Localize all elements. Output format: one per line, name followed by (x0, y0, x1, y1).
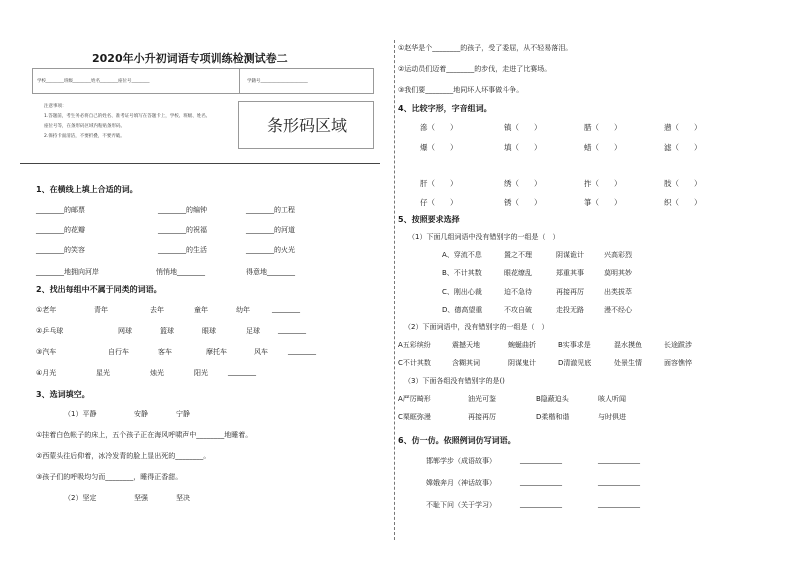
s3-word-choice: 坚强 (134, 494, 148, 502)
s3-word-choice: （2）坚定 (64, 494, 97, 502)
s1-item: ________地拥向河岸 (36, 268, 99, 276)
s5-option: 置之不理 (504, 251, 532, 259)
s6-answer-blank[interactable]: ____________ (598, 478, 640, 486)
s6-example: 不耻下问（关于学习） (426, 501, 496, 509)
s1-item: 得意地________ (246, 268, 295, 276)
section-6-heading: 6、仿一仿。依照例词仿写词语。 (398, 436, 516, 445)
s5-option: 与时俱进 (598, 413, 626, 421)
section-3-heading: 3、选词填空。 (36, 390, 90, 399)
s5-question: （3）下面各组没有错别字的是() (404, 377, 505, 385)
s5-option: 阴谋诡计 (556, 251, 584, 259)
s5-option: C不计其数 (398, 359, 431, 367)
student-info-box (32, 68, 374, 94)
s2-word: ④月光 (36, 369, 57, 377)
notes-line-2: 座位号等，在条形码区域内粘贴条形码。 (44, 124, 125, 129)
info-divider (239, 69, 240, 93)
s1-item: ________的生活 (158, 246, 207, 254)
s5-option: C栗眶弥漫 (398, 413, 431, 421)
s2-word: ②乒乓球 (36, 327, 64, 335)
exam-title: 2020年小升初词语专项训练检测试卷二 (92, 52, 288, 65)
s5-option: C、刚出心裁 (442, 288, 482, 296)
section-5-heading: 5、按照要求选择 (398, 215, 460, 224)
s4-item: 填（ ） (504, 143, 542, 152)
s6-answer-blank[interactable]: ____________ (520, 500, 562, 508)
s5-option: 郑重其事 (556, 269, 584, 277)
s6-example: 嫦娥奔月（神话故事） (426, 479, 496, 487)
s6-answer-blank[interactable]: ____________ (598, 500, 640, 508)
section-1-heading: 1、在横线上填上合适的词。 (36, 185, 138, 194)
s5-option: A、穿流不息 (442, 251, 482, 259)
s6-answer-blank[interactable]: ____________ (520, 478, 562, 486)
s5-option: 眼花缭乱 (504, 269, 532, 277)
s5-option: 走投无路 (556, 306, 584, 314)
s5-option: 阴谋鬼计 (508, 359, 536, 367)
s5-option: 再接再厉 (468, 413, 496, 421)
s3-question: ③我们要________地同坏人坏事做斗争。 (398, 86, 524, 94)
s2-answer-blank[interactable]: ________ (228, 368, 256, 376)
s5-option: D柔楷和谐 (536, 413, 570, 421)
s4-item: 蜡（ ） (584, 143, 622, 152)
s3-question: ②运动员们迈着________的步伐，走进了比赛场。 (398, 65, 552, 73)
s1-item: ________的火光 (246, 246, 295, 254)
header-divider (20, 163, 380, 164)
s5-question: （1）下面几组词语中没有错别字的一组是（ ） (408, 233, 560, 241)
s2-word: ③汽车 (36, 348, 57, 356)
s5-option: 面容憔悴 (664, 359, 692, 367)
s3-question: ②西蒙头往后仰着，冰冷发青的脸上显出死的________。 (36, 452, 211, 460)
section-4-heading: 4、比较字形，字音组词。 (398, 104, 492, 113)
s2-word: 足球 (246, 327, 260, 335)
s4-item: 绣（ ） (504, 179, 542, 188)
s3-question: ①赵华是个________的孩子，受了委屈，从不轻易落泪。 (398, 44, 573, 52)
barcode-area (238, 101, 374, 149)
s5-option: 不攻自破 (504, 306, 532, 314)
s1-item: ________的工程 (246, 206, 295, 214)
s5-option: 处景生情 (614, 359, 642, 367)
s5-option: D、德高望重 (442, 306, 483, 314)
s5-option: 长途跋涉 (664, 341, 692, 349)
barcode-label: 条形码区域 (267, 116, 348, 135)
s1-item: ________的编钟 (158, 206, 207, 214)
s2-word: 阳光 (194, 369, 208, 377)
s2-word: 风车 (254, 348, 268, 356)
s2-word: 摩托车 (206, 348, 227, 356)
notes-line-1: 1.答题前，考生务必将自己的姓名、准考证号填写在答题卡上，学校、班级、姓名、 (44, 114, 211, 119)
s4-item: 箏（ ） (584, 198, 622, 207)
s2-word: 客车 (158, 348, 172, 356)
notes-line-3: 2.保持卡面清洁，不要折叠，不要弄破。 (44, 134, 125, 139)
s5-option: 迫不急待 (504, 288, 532, 296)
s4-item: 织（ ） (664, 198, 702, 207)
s4-item: 镇（ ） (504, 123, 542, 132)
s1-item: 悄悄地________ (156, 268, 205, 276)
s5-option: A五彩缤纷 (398, 341, 431, 349)
s2-word: 童年 (194, 306, 208, 314)
s3-word-choice: 宁静 (176, 410, 190, 418)
s4-item: 腊（ ） (584, 123, 622, 132)
s2-word: 网球 (118, 327, 132, 335)
s4-item: 拃（ ） (584, 179, 622, 188)
s4-item: 滲（ ） (420, 123, 458, 132)
s5-option: B、不计其数 (442, 269, 482, 277)
exam-number-field[interactable]: 学籍号_____________________ (247, 79, 308, 84)
s3-word-choice: 安静 (134, 410, 148, 418)
s4-item: 仔（ ） (420, 198, 458, 207)
s2-word: 青年 (94, 306, 108, 314)
s2-word: 自行车 (108, 348, 129, 356)
s2-word: 去年 (150, 306, 164, 314)
notes-heading: 注意事项： (44, 104, 67, 109)
fold-line (394, 40, 396, 540)
s5-option: 油光可鉴 (468, 395, 496, 403)
s5-option: 震撼天地 (452, 341, 480, 349)
s4-item: 爆（ ） (420, 143, 458, 152)
s5-option: D清澈见底 (558, 359, 592, 367)
s5-option: 出类拔萃 (604, 288, 632, 296)
s5-option: 漫不经心 (604, 306, 632, 314)
s5-option: 咳人听闻 (598, 395, 626, 403)
s4-item: 肢（ ） (664, 179, 702, 188)
s2-word: 篮球 (160, 327, 174, 335)
s3-word-choice: 坚决 (176, 494, 190, 502)
s5-option: 莫明其妙 (604, 269, 632, 277)
s1-item: ________的笑容 (36, 246, 85, 254)
s2-word: ①老年 (36, 306, 57, 314)
s1-item: ________的河道 (246, 226, 295, 234)
s4-item: 滤（ ） (664, 143, 702, 152)
s5-option: B隐蔽迫头 (536, 395, 569, 403)
s2-answer-blank[interactable]: ________ (272, 305, 300, 313)
s5-option: 再接再厉 (556, 288, 584, 296)
s6-answer-blank[interactable]: ____________ (520, 456, 562, 464)
s5-option: A严厉畸形 (398, 395, 431, 403)
s4-item: 肝（ ） (420, 179, 458, 188)
s2-word: 眼球 (202, 327, 216, 335)
s4-item: 懑（ ） (664, 123, 702, 132)
s5-option: 含糊其词 (452, 359, 480, 367)
s1-item: ________的邮票 (36, 206, 85, 214)
s6-example: 邯郸学步（成语故事） (426, 457, 496, 465)
s2-word: 幼年 (236, 306, 250, 314)
s5-option: 混水摸鱼 (614, 341, 642, 349)
s1-item: ________的祝福 (158, 226, 207, 234)
s2-word: 烛光 (150, 369, 164, 377)
s5-question: （2）下面词语中，没有错别字的一组是（ ） (404, 323, 549, 331)
section-2-heading: 2、找出每组中不属于同类的词语。 (36, 285, 162, 294)
s5-option: 蜿蜒曲折 (508, 341, 536, 349)
s1-item: ________的花瓣 (36, 226, 85, 234)
s5-option: B实事求是 (558, 341, 591, 349)
s2-answer-blank[interactable]: ________ (288, 347, 316, 355)
s2-answer-blank[interactable]: ________ (278, 326, 306, 334)
s5-option: 兴高彩烈 (604, 251, 632, 259)
s3-question: ①挂着白色帐子的床上，五个孩子正在海风呼啸声中________地睡着。 (36, 431, 253, 439)
s3-question: ③孩子们的呼吸均匀而________，睡得正香甜。 (36, 473, 183, 481)
student-info-fields[interactable]: 学校________班级________姓名________座位号________ (37, 79, 150, 84)
s4-item: 锈（ ） (504, 198, 542, 207)
s3-word-choice: （1）平静 (64, 410, 97, 418)
s6-answer-blank[interactable]: ____________ (598, 456, 640, 464)
s2-word: 星光 (96, 369, 110, 377)
